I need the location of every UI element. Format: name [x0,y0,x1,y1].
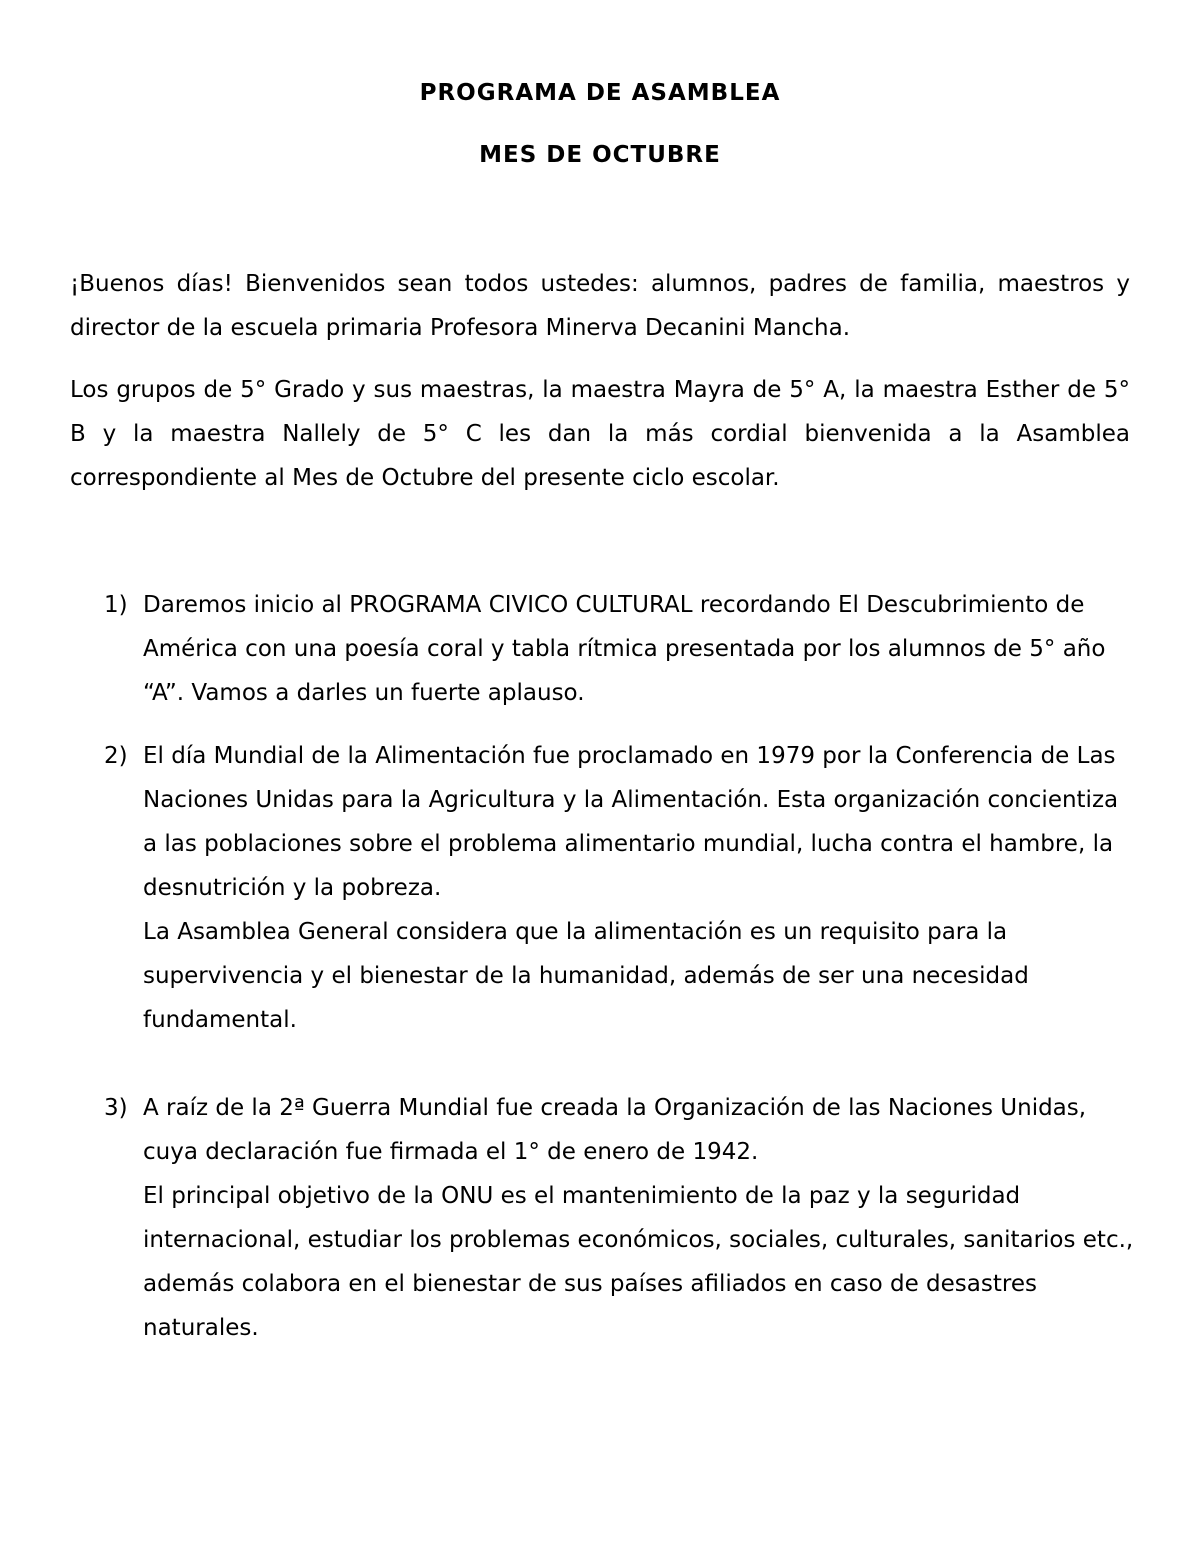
program-item-number: 2) [104,743,128,769]
program-item-paragraph: Daremos inicio al PROGRAMA CIVICO CULTURAL recordando El Descubrimiento de América con una poesía coral y tabla rítmica presentada por los alumnos de 5° año “A”. Vamos a darles un fuerte aplauso. [143,592,1106,706]
document-subtitle: MES DE OCTUBRE [479,142,721,168]
program-item-paragraph: La Asamblea General considera que la alimentación es un requisito para la supervivencia y el bienestar de la humanidad, además de ser una necesidad fundamental. [143,919,1029,1033]
program-item-1 [104,583,1134,715]
program-item-paragraph: A raíz de la 2ª Guerra Mundial fue creada la Organización de las Naciones Unidas, cuya declaración fue firmada el 1° de enero de 1942. [143,1095,1087,1165]
program-item-body [143,583,1134,715]
program-item-paragraph: El día Mundial de la Alimentación fue proclamado en 1979 por la Conferencia de Las Naciones Unidas para la Agricultura y la Alimentación. Esta organización concientiza a las poblaciones sobre el problema alimentario mundial, lucha contra el hambre, la desnutrición y la pobreza. [143,743,1119,901]
program-item-2 [104,734,1134,1042]
program-item-3 [104,1086,1134,1350]
program-item-body [143,734,1134,1042]
program-item-number: 3) [104,1095,128,1121]
intro-welcome-paragraph: Los grupos de 5° Grado y sus maestras, la maestra Mayra de 5° A, la maestra Esther de 5° B y la maestra Nallely de 5° C les dan la más cordial bienvenida a la Asamblea correspondiente al Mes de Octubre del presente ciclo escolar. [70,377,1130,491]
program-item-number: 1) [104,592,128,618]
document-title: PROGRAMA DE ASAMBLEA [419,80,781,106]
intro-greeting-paragraph: ¡Buenos días! Bienvenidos sean todos ustedes: alumnos, padres de familia, maestros y director de la escuela primaria Profesora Minerva Decanini Mancha. [70,271,1130,341]
program-item-body [143,1086,1134,1350]
program-item-paragraph: El principal objetivo de la ONU es el mantenimiento de la paz y la seguridad internacional, estudiar los problemas económicos, sociales, culturales, sanitarios etc., además colabora en el bienestar de sus países afiliados en caso de desastres naturales. [143,1183,1134,1341]
